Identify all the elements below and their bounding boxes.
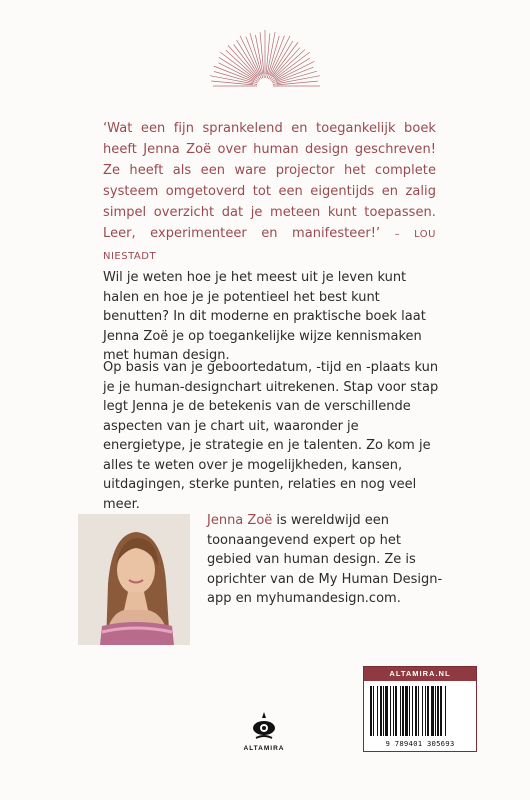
publisher-logo: [240, 712, 288, 762]
barcode-bar: [393, 686, 394, 736]
barcode-panel: [363, 666, 477, 752]
barcode-bar: [431, 686, 434, 736]
barcode-bar: [435, 686, 436, 736]
publisher-name: ALTAMIRA: [243, 745, 285, 752]
barcode-bar: [412, 686, 413, 736]
barcode-bar: [437, 686, 439, 736]
fan-ray: [277, 81, 318, 85]
barcode-bar: [385, 686, 388, 736]
quote-attribution: – LOU NIESTADT: [103, 229, 436, 262]
barcode-bar: [415, 686, 417, 736]
barcode-bar: [400, 686, 401, 736]
barcode-bar: [373, 686, 374, 736]
fan-ray: [211, 81, 253, 85]
isbn-barcode: [370, 686, 470, 736]
description-paragraph-2: Op basis van je geboortedatum, -tijd en -plaats kun je je human-designchart uitrekenen. Stap voor stap legt Jenna je de betekenis van de verschillende aspecten van je chart uit, waaronder je energietype, je strategie en je talenten. Zo kom je alles te weten over je mogelijkheden, kansen, uitdagingen, sterke punten, relaties en nog veel meer.: [103, 360, 439, 512]
author-bio-text: is wereldwijd een toonaangevend expert op het gebied van human design. Ze is oprichter van de My Human Design-app en myhumandesign.com.: [207, 513, 443, 606]
author-photo: [78, 514, 190, 645]
barcode-bar: [402, 686, 404, 736]
barcode-bar: [383, 686, 384, 736]
author-bio: [207, 511, 447, 609]
barcode-bar: [427, 686, 429, 736]
barcode-bar: [390, 686, 391, 736]
barcode-bar: [418, 686, 419, 736]
barcode-bar: [377, 686, 378, 736]
barcode-bar: [395, 686, 397, 736]
author-name: Jenna Zoë: [207, 513, 273, 528]
barcode-bar: [422, 686, 423, 736]
fan-ray: [246, 37, 261, 75]
barcode-bar: [409, 686, 410, 736]
barcode-bar: [405, 686, 408, 736]
barcode-bar: [445, 686, 446, 736]
fan-ray: [269, 36, 284, 75]
altamira-eye-icon: [252, 712, 276, 740]
barcode-bar: [425, 686, 426, 736]
barcode-bar: [440, 686, 442, 736]
description-paragraph-1: Wil je weten hoe je het meest uit je leven kunt halen en hoe je je potentieel het best kunt benutten? In dit moderne en praktische boek laat Jenna Zoë je op toegankelijke wijze kennismaken met human design.: [103, 270, 426, 363]
endorsement-quote: [103, 118, 436, 267]
sun-ray-ornament: [205, 18, 325, 88]
barcode-bar: [370, 686, 372, 736]
quote-text: ‘Wat een fijn sprankelend en toegankelijk boek heeft Jenna Zoë over human design geschreven! Ze heeft als een ware projector het complete systeem omgetoverd tot een eigentijds en zalig simpel overzicht dat je meteen kunt toepassen. Leer, experimenteer en manifesteer!’: [103, 121, 436, 241]
barcode-bar: [380, 686, 382, 736]
isbn-number: 9 789401 305693: [385, 739, 455, 748]
publisher-url: ALTAMIRA.NL: [364, 667, 476, 681]
